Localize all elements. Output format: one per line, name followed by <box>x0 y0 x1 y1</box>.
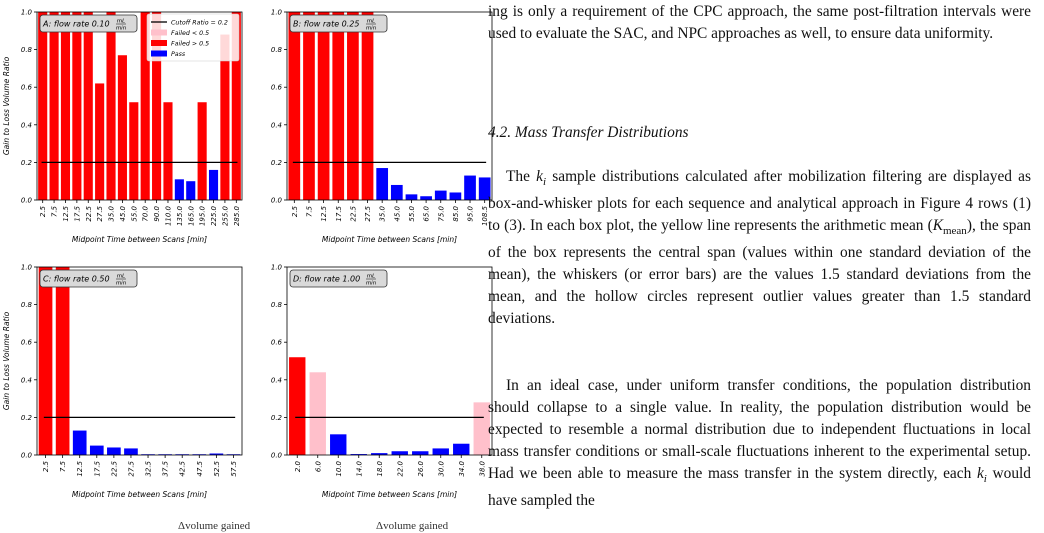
paragraph-continued: ing is only a requirement of the CPC approach, the same post-filtration intervals were used to evaluate the SAC, and NPC approaches as well, to ensure data uniformity. <box>488 3 1031 42</box>
panel-title-text-c: C: flow rate 0.50 <box>43 274 110 284</box>
y-tick-label-b-1: 0.2 <box>270 158 282 167</box>
x-tick-label-a-10: 90.0 <box>153 206 162 222</box>
legend-label-a-1: Failed < 0.5 <box>171 30 210 37</box>
bar-a-1 <box>50 12 59 200</box>
y-tick-label-d-5: 1.0 <box>270 263 282 272</box>
paragraph-ideal-case <box>488 375 1031 512</box>
legend-label-a-2: Failed > 0.5 <box>171 40 210 48</box>
y-axis-label-c: Gain to Loss Volume Ratio <box>2 311 11 411</box>
x-tick-label-c-0: 2.5 <box>42 461 51 473</box>
y-tick-label-b-0: 0.0 <box>270 196 282 205</box>
x-tick-label-b-4: 22.5 <box>349 206 358 222</box>
bar-d-0 <box>289 357 305 455</box>
bar-b-5 <box>362 12 374 200</box>
y-tick-label-d-3: 0.6 <box>270 338 282 347</box>
x-tick-label-c-10: 52.5 <box>212 461 221 477</box>
x-tick-label-a-6: 35.0 <box>107 206 116 222</box>
bar-a-13 <box>186 181 195 200</box>
y-tick-label-a-3: 0.6 <box>20 83 32 92</box>
legend-label-a-0: Cutoff Ratio = 0.2 <box>171 19 228 27</box>
x-tick-label-d-8: 34.0 <box>457 461 466 477</box>
x-tick-label-a-0: 2.5 <box>39 206 48 218</box>
x-tick-label-d-0: 2.0 <box>293 461 302 473</box>
x-tick-label-b-2: 12.5 <box>320 206 329 222</box>
bar-d-5 <box>392 451 408 455</box>
para2-text-c: ), the span of the box represents the central span (values within one standard deviation of the mean), the whiskers (or error bars) are the values 1.5 standard deviations from the mean, and the hollow circles represent outlier values greater than 1.5 standard deviations. <box>488 217 1031 328</box>
bar-a-5 <box>95 83 104 200</box>
panel-title-text-a: A: flow rate 0.10 <box>43 19 110 29</box>
panel-title-unit-num-c: mL <box>116 273 126 280</box>
x-tick-label-c-4: 22.5 <box>110 461 119 477</box>
bar-a-15 <box>209 170 218 200</box>
y-axis-label-a: Gain to Loss Volume Ratio <box>2 56 11 156</box>
panel-title-b <box>290 15 387 32</box>
x-tick-label-a-7: 45.0 <box>118 206 127 222</box>
bar-d-2 <box>330 434 346 455</box>
panel-title-unit-den-c: min <box>115 280 127 287</box>
y-tick-label-c-5: 1.0 <box>20 263 32 272</box>
figure-svg <box>0 0 490 529</box>
bar-d-6 <box>412 451 428 455</box>
bar-b-8 <box>406 194 418 200</box>
x-tick-label-a-8: 55.0 <box>130 206 139 222</box>
panel-title-text-d: D: flow rate 1.00 <box>293 274 361 284</box>
footer-label-right: Δvolume gained <box>376 520 449 532</box>
bar-c-2 <box>73 431 87 455</box>
x-tick-label-b-10: 75.0 <box>437 206 446 222</box>
bar-c-0 <box>39 267 53 455</box>
para3-text-b: would have sampled the <box>488 465 1031 510</box>
x-tick-label-c-9: 47.5 <box>195 461 204 477</box>
bar-a-14 <box>198 102 207 200</box>
bar-d-8 <box>453 444 469 455</box>
x-tick-label-a-9: 70.0 <box>141 206 150 222</box>
x-tick-label-a-13: 165.0 <box>187 206 196 227</box>
chart-panel-a <box>2 9 242 245</box>
x-tick-label-d-2: 10.0 <box>334 461 343 477</box>
chart-panel-d <box>271 264 492 500</box>
chart-panel-c <box>2 264 242 500</box>
x-tick-label-d-1: 6.0 <box>314 461 323 473</box>
y-tick-label-b-4: 0.8 <box>270 46 282 55</box>
x-tick-label-b-13: 108.5 <box>481 206 490 227</box>
x-tick-label-b-7: 45.0 <box>393 206 402 222</box>
paragraph-mass-transfer <box>488 166 1031 330</box>
bar-c-1 <box>56 267 70 455</box>
para2-k-symbol: k <box>536 168 543 185</box>
bar-b-9 <box>420 196 432 200</box>
y-tick-label-a-4: 0.8 <box>20 46 32 55</box>
bar-b-4 <box>347 12 359 200</box>
x-tick-label-b-6: 35.0 <box>378 206 387 222</box>
x-tick-label-a-14: 195.0 <box>198 206 207 227</box>
bar-b-12 <box>464 176 476 200</box>
x-tick-label-a-12: 135.0 <box>175 206 184 227</box>
bar-b-10 <box>435 191 447 200</box>
y-tick-label-a-5: 1.0 <box>20 8 32 17</box>
x-tick-label-d-5: 22.0 <box>396 461 405 477</box>
x-axis-label-b: Midpoint Time between Scans [min] <box>321 235 458 244</box>
x-tick-label-a-16: 255.0 <box>221 206 230 227</box>
x-tick-label-a-11: 110.0 <box>164 206 173 227</box>
bar-a-4 <box>84 12 93 200</box>
y-tick-label-b-3: 0.6 <box>270 83 282 92</box>
x-tick-label-d-7: 30.0 <box>437 461 446 477</box>
y-tick-label-c-3: 0.6 <box>20 338 32 347</box>
bar-c-4 <box>107 447 121 455</box>
y-tick-label-a-0: 0.0 <box>20 196 32 205</box>
bar-a-3 <box>72 12 81 200</box>
x-tick-label-a-2: 12.5 <box>61 206 70 222</box>
x-tick-label-b-11: 85.0 <box>451 206 460 222</box>
y-tick-label-d-2: 0.4 <box>270 376 282 385</box>
x-tick-label-c-6: 32.5 <box>144 461 153 477</box>
para2-K-symbol: K <box>932 217 943 235</box>
x-tick-label-a-17: 285.0 <box>232 206 241 227</box>
panel-title-d <box>290 270 387 287</box>
bar-b-1 <box>303 12 315 200</box>
para2-text-a: The <box>506 168 537 185</box>
x-tick-label-c-5: 27.5 <box>127 461 136 477</box>
panel-title-unit-num-d: mL <box>366 273 376 280</box>
y-tick-label-c-2: 0.4 <box>20 376 32 385</box>
bar-b-2 <box>318 12 330 200</box>
bar-a-8 <box>129 102 138 200</box>
x-tick-label-d-4: 18.0 <box>375 461 384 477</box>
panel-title-unit-num-b: mL <box>366 18 376 25</box>
y-tick-label-c-1: 0.2 <box>20 413 32 422</box>
panel-title-c <box>40 270 137 287</box>
bar-a-12 <box>175 179 184 200</box>
para3-text-a: In an ideal case, under uniform transfer conditions, the population distribution should collapse to a single value. In reality, the population distribution would be expected to resemble a normal distribution due to independent fluctuations in local mass transfer conditions or small-scale fluctuations inherent to the experimental setup. Had we been able to measure the mass transfer in the system directly, each <box>488 377 1031 482</box>
x-axis-label-d: Midpoint Time between Scans [min] <box>321 490 458 499</box>
chart-panel-b <box>271 9 492 245</box>
panel-title-text-b: B: flow rate 0.25 <box>293 19 360 29</box>
x-tick-label-a-1: 7.5 <box>50 206 59 218</box>
x-tick-label-a-3: 17.5 <box>73 206 82 222</box>
bar-b-11 <box>450 192 462 200</box>
x-tick-label-c-3: 17.5 <box>93 461 102 477</box>
bar-a-2 <box>61 12 70 200</box>
footer-label-left: Δvolume gained <box>178 520 251 532</box>
bar-b-0 <box>288 12 300 200</box>
bar-b-6 <box>376 168 388 200</box>
x-tick-label-c-1: 7.5 <box>59 461 68 473</box>
y-tick-label-d-4: 0.8 <box>270 301 282 310</box>
x-tick-label-b-1: 7.5 <box>305 206 314 218</box>
x-tick-label-d-3: 14.0 <box>355 461 364 477</box>
x-tick-label-b-9: 65.0 <box>422 206 431 222</box>
y-tick-label-b-5: 1.0 <box>270 8 282 17</box>
panel-title-unit-den-d: min <box>365 280 377 287</box>
x-tick-label-d-6: 26.0 <box>416 461 425 477</box>
bar-a-11 <box>163 102 172 200</box>
x-tick-label-a-5: 27.5 <box>96 206 105 222</box>
y-tick-label-d-1: 0.2 <box>270 413 282 422</box>
y-tick-label-a-2: 0.4 <box>20 121 32 130</box>
x-axis-label-a: Midpoint Time between Scans [min] <box>71 235 208 244</box>
bar-c-5 <box>124 448 138 455</box>
legend-swatch-a-2 <box>151 40 167 46</box>
para2-text-b: sample distributions calculated after mobilization filtering are displayed as box-and-whisker plots for each sequence and analytical approach in Figure 4 rows (1) to (3). In each box plot, the yellow line represents the arithmetic mean ( <box>488 168 1031 235</box>
x-tick-label-d-9: 38.0 <box>478 461 487 477</box>
y-tick-label-d-0: 0.0 <box>270 451 282 460</box>
x-tick-label-b-3: 17.5 <box>334 206 343 222</box>
bar-d-7 <box>433 448 449 455</box>
x-tick-label-c-8: 42.5 <box>178 461 187 477</box>
x-tick-label-b-5: 27.5 <box>364 206 373 222</box>
x-tick-label-a-15: 225.0 <box>210 206 219 227</box>
legend-swatch-a-1 <box>151 30 167 36</box>
bar-c-3 <box>90 446 104 455</box>
x-tick-label-b-8: 55.0 <box>407 206 416 222</box>
legend-label-a-3: Pass <box>171 51 186 58</box>
panel-title-unit-num-a: mL <box>116 18 126 25</box>
x-tick-label-c-7: 37.5 <box>161 461 170 477</box>
bar-d-1 <box>310 372 326 455</box>
x-tick-label-c-2: 12.5 <box>76 461 85 477</box>
y-tick-label-a-1: 0.2 <box>20 158 32 167</box>
bar-a-0 <box>38 12 47 200</box>
bar-a-6 <box>106 12 115 200</box>
section-heading: 4.2. Mass Transfer Distributions <box>488 124 689 141</box>
bar-b-3 <box>332 12 344 200</box>
para2-K-subscript: mean <box>942 225 967 238</box>
para3-k-subscript: i <box>983 473 987 486</box>
bar-a-7 <box>118 55 127 200</box>
panel-title-unit-den-a: min <box>115 25 127 32</box>
x-tick-label-b-0: 2.5 <box>290 206 299 218</box>
x-tick-label-b-12: 95.0 <box>466 206 475 222</box>
legend-swatch-a-3 <box>151 51 167 57</box>
y-tick-label-c-0: 0.0 <box>20 451 32 460</box>
y-tick-label-b-2: 0.4 <box>270 121 282 130</box>
y-tick-label-c-4: 0.8 <box>20 301 32 310</box>
x-tick-label-c-11: 57.5 <box>229 461 238 477</box>
para2-k-subscript: i <box>542 176 547 189</box>
legend-a <box>147 14 239 61</box>
panel-title-a <box>40 15 137 32</box>
bar-b-7 <box>391 185 403 200</box>
paper-text-column <box>488 0 1031 529</box>
figure-4-bar-charts <box>0 0 490 532</box>
x-axis-label-c: Midpoint Time between Scans [min] <box>71 490 208 499</box>
panel-title-unit-den-b: min <box>365 25 377 32</box>
x-tick-label-a-4: 22.5 <box>84 206 93 222</box>
para3-k-symbol: k <box>976 465 984 482</box>
